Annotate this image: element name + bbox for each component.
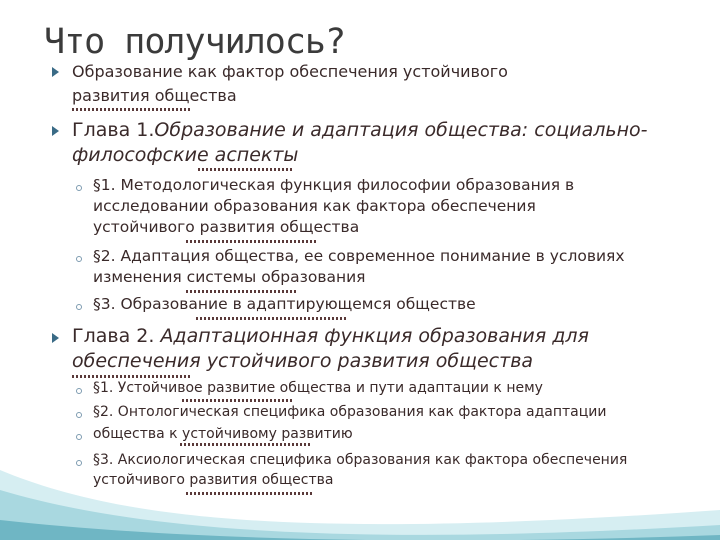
item3-s2-line1: §2. Онтологическая специфика образования как фактора адаптации	[93, 404, 607, 420]
arrow-bullet-icon	[52, 126, 59, 136]
item1-line2: развития общества	[72, 86, 237, 105]
spellcheck-underline	[72, 108, 190, 111]
item3-s3-line1: §3. Аксиологическая специфика образования как фактора обеспечения	[93, 452, 628, 468]
spellcheck-underline	[196, 317, 346, 320]
spellcheck-underline	[198, 168, 293, 171]
item2-s1-line2: исследовании образования как фактора обеспечения	[93, 197, 536, 215]
item2-s1-line1: §1. Методологическая функция философии образования в	[93, 176, 575, 194]
item2-line2: философские аспекты	[72, 144, 299, 166]
spellcheck-underline	[186, 240, 316, 243]
item2-line1	[72, 119, 648, 141]
circle-bullet-icon	[76, 256, 82, 262]
item3-line1	[72, 325, 589, 347]
spellcheck-underline	[186, 492, 314, 495]
item3-line2: обеспечения устойчивого развития общества	[72, 350, 534, 372]
spellcheck-underline	[182, 399, 292, 402]
item2-s1-line3: устойчивого развития общества	[93, 218, 360, 236]
item1-line1: Образование как фактор обеспечения устойчивого	[72, 62, 508, 81]
item2-s2-line2: изменения системы образования	[93, 268, 366, 286]
item3-s3-line2: устойчивого развития общества	[93, 472, 334, 488]
item3-s1-line1: §1. Устойчивое развитие общества и пути адаптации к нему	[93, 380, 543, 396]
item2-s3-line1: §3. Образование в адаптирующемся обществе	[93, 295, 476, 313]
item3-prefix: Глава 2.	[72, 325, 155, 347]
circle-bullet-icon	[76, 304, 82, 310]
slide-title: Что получилось?	[44, 22, 346, 62]
circle-bullet-icon	[76, 185, 82, 191]
item2-prefix: Глава 1.	[72, 119, 155, 141]
arrow-bullet-icon	[52, 333, 59, 343]
circle-bullet-icon	[76, 434, 82, 440]
circle-bullet-icon	[76, 412, 82, 418]
spellcheck-underline	[72, 375, 192, 378]
item3-title-part1: Адаптационная функция образования для	[160, 325, 589, 347]
arrow-bullet-icon	[52, 67, 59, 77]
spellcheck-underline	[180, 443, 310, 446]
spellcheck-underline	[186, 290, 296, 293]
item2-title-part1: Образование и адаптация общества: социально-	[154, 119, 648, 141]
circle-bullet-icon	[76, 388, 82, 394]
item3-s2-line2: общества к устойчивому развитию	[93, 426, 353, 442]
circle-bullet-icon	[76, 460, 82, 466]
item2-s2-line1: §2. Адаптация общества, ее современное понимание в условиях	[93, 247, 625, 265]
